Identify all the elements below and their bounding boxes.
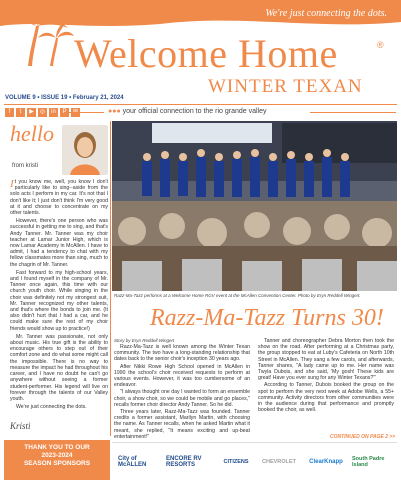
- sponsor-logo[interactable]: CHEVROLET: [262, 459, 296, 465]
- sponsor-thanks-box: THANK YOU TO OUR 2023-2024 SEASON SPONSORS: [4, 440, 110, 480]
- instagram-icon[interactable]: ◎: [39, 109, 46, 115]
- continued-link[interactable]: CONTINUED ON PAGE 2 >>: [330, 434, 396, 440]
- pinterest-icon[interactable]: P: [60, 108, 69, 117]
- registered-mark: ®: [377, 40, 384, 50]
- issue-line: VOLUME 9 • ISSUE 19 • February 21, 2024: [5, 95, 124, 101]
- sponsor-logo[interactable]: ClearKnapp: [309, 459, 343, 465]
- sponsor-logo[interactable]: South Padre Island: [352, 456, 385, 468]
- hello-heading: hello: [10, 121, 54, 146]
- header-tagline: We're just connecting the dots.: [265, 8, 387, 19]
- choir-performance-photo: [112, 121, 397, 291]
- sponsor-logo[interactable]: CITIZENS: [223, 459, 249, 465]
- article-byline: Story by Eryn Reddell Wingert: [114, 338, 175, 343]
- linkedin-icon[interactable]: in: [49, 108, 58, 117]
- article-headline: Razz-Ma-Tazz Turns 30!: [150, 305, 384, 331]
- author-portrait: [62, 125, 108, 175]
- editor-letter: It you know me, well, you know I don't particularly like to sing--aside from the solo acts I perform in my car. It's not that I don't like it; I just don't think I'm very good at it and choose to concentrate on my other talents. However, there's one person who was successful in getting me to sing, and that's Andy Tanner. Mr. Tanner was my choir teacher at Lamar Junior High, which is now Lamar Academy in McAllen. I have to admit, I had a tendency to chat with my fellow classmates more than sing, much to the chagrin of Mr. Tanner. Fast forward to my high-school years, and I found myself in the company of Mr. Tanner once again, this time with our church youth choir. While singing in the choir was definitely not my strongest suit, Mr. Tanner recognized my other talents, and that's where the bonds to join me. (It also didn't hurt that I had a car, and he could make sure the rest of my choir friends would show up to practice!) Mr. Tanner was passionate, not only about music. His true gift is the ability to encourage others to step out of their comfort zone and do what some might call the impossible. There is no way to measure the impact he had throughout his career, and I have no doubt he can't go anywhere without seeing a former student-performer. His legend will live on forever through the talents of our Valley youth. We're just connecting the dots.: [10, 178, 108, 411]
- sponsor-logo[interactable]: ENCORE RV RESORTS: [166, 456, 202, 468]
- masthead-subtitle: WINTER TEXAN: [208, 76, 363, 97]
- masthead-title: Welcome Home: [74, 31, 338, 76]
- hello-sidebar: [4, 121, 111, 436]
- from-kristi: from kristi: [12, 163, 38, 169]
- article-column-2: Tanner and choreographer Debra Morton then took the show on the road. After performing at a Christmas party, the group stopped to eat at Luby's Cafeteria on North 10th Street in McAllen. They sang a few carols, and afterwards, Tanner shares, "A lady came up to me. Her name was Twyla Dubois, and she said, 'My gosh! These kids are great! Have you ever sung for any Winter Texans?'" According to Tanner, Dubois booked the group on the spot to perform the very next week at Adobe Wells, a 55+ community. Activity directors from other communities were in the audience during that performance and promptly booked the choir, as well.: [258, 338, 394, 414]
- signature: Kristi: [10, 421, 31, 431]
- palm-tree-logo: [6, 4, 76, 68]
- drop-cap: I: [10, 178, 14, 190]
- strap-line: ●●● your official connection to the rio grande valley: [108, 108, 267, 115]
- photo-caption: Razz-Ma-Tazz performs at a Welcome Home RGV event at the McAllen Convention Center. Photo by Eryn Reddell Wingert.: [114, 293, 361, 298]
- twitter-icon[interactable]: t: [16, 108, 25, 117]
- facebook-icon[interactable]: f: [5, 108, 14, 117]
- strap-rule-left: [68, 112, 104, 113]
- sponsor-logos: [112, 442, 397, 479]
- strap-rule-right: [310, 112, 396, 113]
- youtube-icon[interactable]: ▶: [27, 108, 36, 117]
- header-divider: [4, 104, 397, 105]
- article-column-1: Razz-Ma-Tazz is well known among the Winter Texan community. The two have a long-standing relationship that dates back to the senior choir's inception 30 years ago. After Nikki Rowe High School opened in McAllen in 1990 the school's choir received requests to perform at various events. However, it was too cumbersome of an endeavor. "I always thought one day I wanted to form an ensemble choir, a show choir, so we could be mobile and go places," recalls former choir director Andy Tanner. So he did. Three years later, Razz-Ma-Tazz was founded. Tanner credits a former assistant, Marilyn Martin, with choosing the name. As Tanner recalls, when he asked Martin what it meant, she replied, "It means exciting and up-beat entertainment!": [114, 344, 250, 440]
- sponsor-logo[interactable]: City of McALLEN: [118, 456, 147, 468]
